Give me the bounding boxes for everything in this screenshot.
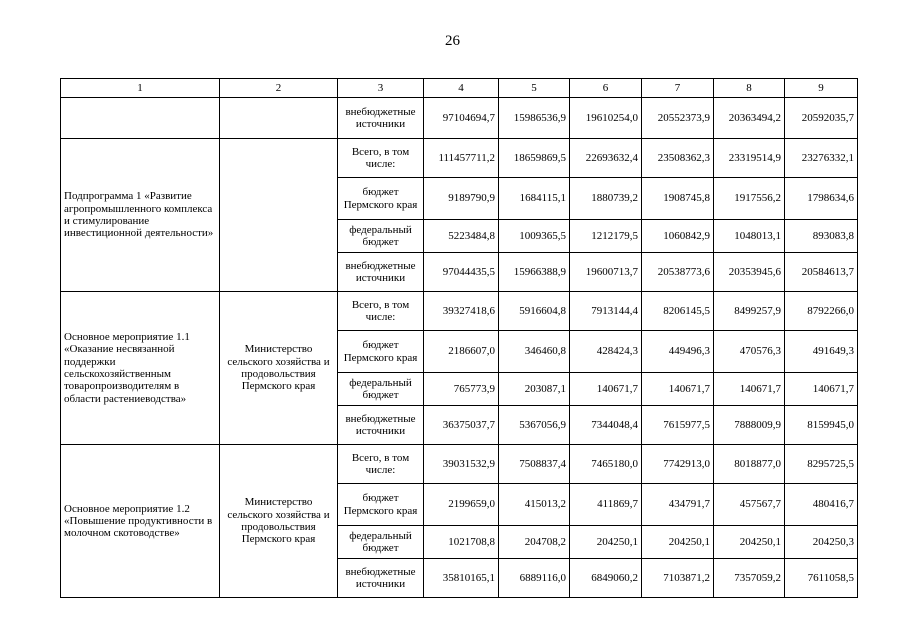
program-name-cell: Подпрограмма 1 «Развитие агропромышленного комплекса и стимулирование инвестиционной деятельности»	[61, 139, 220, 292]
funding-source-cell: бюджет Пермского края	[338, 484, 424, 526]
table-row	[61, 445, 858, 484]
value-cell: 1021708,8	[424, 526, 499, 559]
value-cell: 23508362,3	[642, 139, 714, 178]
value-cell: 8295725,5	[785, 445, 858, 484]
value-cell: 20363494,2	[714, 98, 785, 139]
table-header	[61, 79, 858, 98]
table-row	[61, 292, 858, 331]
value-cell: 449496,3	[642, 331, 714, 373]
value-cell: 491649,3	[785, 331, 858, 373]
column-header: 8	[714, 79, 785, 98]
value-cell: 7344048,4	[570, 406, 642, 445]
value-cell: 140671,7	[714, 373, 785, 406]
value-cell: 140671,7	[570, 373, 642, 406]
value-cell: 111457711,2	[424, 139, 499, 178]
value-cell: 20552373,9	[642, 98, 714, 139]
value-cell: 6889116,0	[499, 559, 570, 598]
funding-source-cell: федеральный бюджет	[338, 526, 424, 559]
value-cell: 20592035,7	[785, 98, 858, 139]
value-cell: 7742913,0	[642, 445, 714, 484]
value-cell: 23319514,9	[714, 139, 785, 178]
value-cell: 8206145,5	[642, 292, 714, 331]
table-row	[61, 139, 858, 178]
budget-table	[60, 78, 858, 598]
responsible-cell: Министерство сельского хозяйства и продовольствия Пермского края	[220, 292, 338, 445]
value-cell: 2186607,0	[424, 331, 499, 373]
value-cell: 18659869,5	[499, 139, 570, 178]
column-header: 1	[61, 79, 220, 98]
value-cell: 204250,1	[714, 526, 785, 559]
funding-source-cell: федеральный бюджет	[338, 220, 424, 253]
value-cell: 1060842,9	[642, 220, 714, 253]
value-cell: 415013,2	[499, 484, 570, 526]
value-cell: 428424,3	[570, 331, 642, 373]
responsible-cell	[220, 139, 338, 292]
value-cell: 19610254,0	[570, 98, 642, 139]
value-cell: 7103871,2	[642, 559, 714, 598]
value-cell: 20353945,6	[714, 253, 785, 292]
value-cell: 8159945,0	[785, 406, 858, 445]
program-name-cell	[61, 98, 220, 139]
value-cell: 204250,3	[785, 526, 858, 559]
table-row	[61, 98, 858, 139]
value-cell: 7611058,5	[785, 559, 858, 598]
value-cell: 36375037,7	[424, 406, 499, 445]
value-cell: 1009365,5	[499, 220, 570, 253]
page-number: 26	[445, 33, 460, 49]
value-cell: 1048013,1	[714, 220, 785, 253]
value-cell: 204250,1	[570, 526, 642, 559]
value-cell: 765773,9	[424, 373, 499, 406]
funding-source-cell: Всего, в том числе:	[338, 445, 424, 484]
column-header: 4	[424, 79, 499, 98]
funding-source-cell: федеральный бюджет	[338, 373, 424, 406]
funding-source-cell: внебюджетные источники	[338, 406, 424, 445]
value-cell: 20584613,7	[785, 253, 858, 292]
value-cell: 893083,8	[785, 220, 858, 253]
value-cell: 7913144,4	[570, 292, 642, 331]
value-cell: 411869,7	[570, 484, 642, 526]
value-cell: 140671,7	[642, 373, 714, 406]
value-cell: 203087,1	[499, 373, 570, 406]
column-header: 7	[642, 79, 714, 98]
value-cell: 1212179,5	[570, 220, 642, 253]
value-cell: 204708,2	[499, 526, 570, 559]
value-cell: 434791,7	[642, 484, 714, 526]
value-cell: 7357059,2	[714, 559, 785, 598]
table-body	[61, 98, 858, 598]
column-header: 3	[338, 79, 424, 98]
value-cell: 8018877,0	[714, 445, 785, 484]
value-cell: 204250,1	[642, 526, 714, 559]
funding-source-cell: внебюджетные источники	[338, 559, 424, 598]
responsible-cell	[220, 98, 338, 139]
value-cell: 23276332,1	[785, 139, 858, 178]
value-cell: 1798634,6	[785, 178, 858, 220]
value-cell: 15986536,9	[499, 98, 570, 139]
value-cell: 20538773,6	[642, 253, 714, 292]
value-cell: 1917556,2	[714, 178, 785, 220]
value-cell: 5223484,8	[424, 220, 499, 253]
funding-source-cell: бюджет Пермского края	[338, 331, 424, 373]
value-cell: 2199659,0	[424, 484, 499, 526]
column-header: 5	[499, 79, 570, 98]
program-name-cell: Основное мероприятие 1.1 «Оказание несвязанной поддержки сельскохозяйственным товаропроизводителям в области растениеводства»	[61, 292, 220, 445]
value-cell: 1880739,2	[570, 178, 642, 220]
value-cell: 8792266,0	[785, 292, 858, 331]
value-cell: 7615977,5	[642, 406, 714, 445]
responsible-cell: Министерство сельского хозяйства и продовольствия Пермского края	[220, 445, 338, 598]
value-cell: 9189790,9	[424, 178, 499, 220]
value-cell: 19600713,7	[570, 253, 642, 292]
program-name-cell: Основное мероприятие 1.2 «Повышение продуктивности в молочном скотоводстве»	[61, 445, 220, 598]
value-cell: 35810165,1	[424, 559, 499, 598]
header-row	[61, 79, 858, 98]
value-cell: 8499257,9	[714, 292, 785, 331]
value-cell: 480416,7	[785, 484, 858, 526]
value-cell: 5916604,8	[499, 292, 570, 331]
funding-source-cell: Всего, в том числе:	[338, 292, 424, 331]
value-cell: 22693632,4	[570, 139, 642, 178]
column-header: 6	[570, 79, 642, 98]
value-cell: 5367056,9	[499, 406, 570, 445]
column-header: 9	[785, 79, 858, 98]
value-cell: 7508837,4	[499, 445, 570, 484]
value-cell: 7888009,9	[714, 406, 785, 445]
value-cell: 39031532,9	[424, 445, 499, 484]
value-cell: 1684115,1	[499, 178, 570, 220]
funding-source-cell: Всего, в том числе:	[338, 139, 424, 178]
value-cell: 1908745,8	[642, 178, 714, 220]
value-cell: 15966388,9	[499, 253, 570, 292]
column-header: 2	[220, 79, 338, 98]
value-cell: 140671,7	[785, 373, 858, 406]
value-cell: 470576,3	[714, 331, 785, 373]
funding-source-cell: внебюджетные источники	[338, 98, 424, 139]
value-cell: 39327418,6	[424, 292, 499, 331]
value-cell: 6849060,2	[570, 559, 642, 598]
value-cell: 97044435,5	[424, 253, 499, 292]
value-cell: 346460,8	[499, 331, 570, 373]
value-cell: 457567,7	[714, 484, 785, 526]
funding-source-cell: внебюджетные источники	[338, 253, 424, 292]
value-cell: 97104694,7	[424, 98, 499, 139]
funding-source-cell: бюджет Пермского края	[338, 178, 424, 220]
value-cell: 7465180,0	[570, 445, 642, 484]
